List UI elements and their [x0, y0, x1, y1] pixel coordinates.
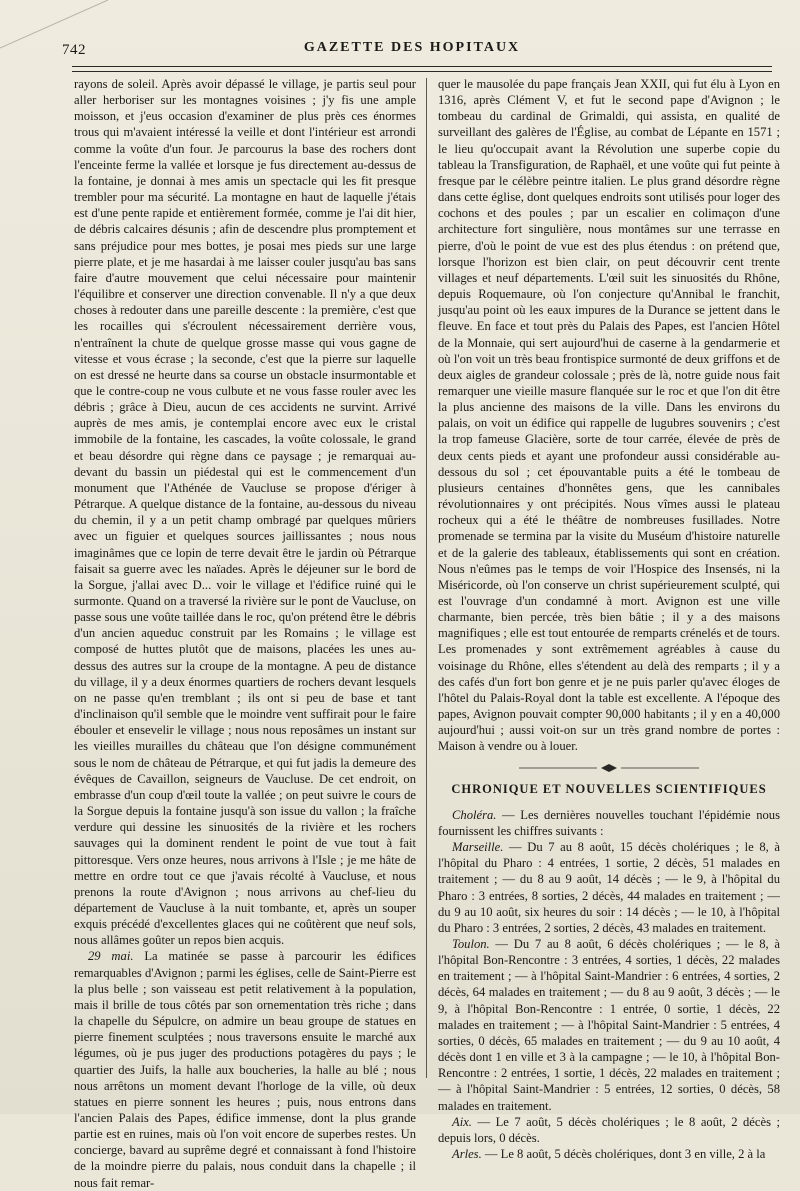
header-rule — [72, 66, 772, 72]
paragraph: quer le mausolée du pape français Jean XXII, qui fut élu à Lyon en 1316, après Clément V, et fut le second pape d'Avignon ; le tombeau du cardinal de Grimaldi, qui assista, en qualité de surveillant des galères de l'Église, au combat de Lépante en 1571 ; le lieu qu'occupait avant la Révolution une superbe copie du tableau la Transfiguration, de Raphaël, et une voûte qui fut peinte à fresque par le célèbre peintre italien. Le plus grand désordre règne dans cette église, dont quelques endroits sont utilisés pour loger des cochons et des poules ; par un escalier en colimaçon d'une architecture fort singulière, nous montâmes sur une terrasse en pierre, d'où le point de vue est des plus étendus : on prétend que, lorsque l'horizon est bien clair, on peut découvrir cent trente villages et neuf départements. L'œil suit les sinuosités du Rhône, depuis Roquemaure, où l'on conjecture qu'Annibal le franchit, jusqu'au point où les eaux impures de la Durance se jettent dans le fleuve. En face et tout près du Palais des Papes, est l'ancien Hôtel de la Monnaie, qui sert aujourd'hui de caserne à la gendarmerie et où l'on voit un très beau frontispice surmonté de deux griffons et de deux aigles de grandeur colossale ; près de là, notre guide nous fait remarquer une vieille masure flanquée sur le roc et que l'on dit être la plus ancienne des maisons de la ville. Dans les environs du palais, on voit un édifice qui rappelle de lugubres souvenirs ; c'est la trop fameuse Glacière, sorte de tour carrée, élevée de près de deux cents pieds et ayant une profondeur aussi considérable au-dessous du sol ; cet épouvantable puits a été le tombeau de plusieurs centaines d'honnêtes gens, que les cannibales révolutionnaires y ont précipités. Nous vîmes aussi le plateau rocheux qui a été le théâtre de nombreuses fusillades. Notre promenade se termina par la visite du Muséum d'histoire naturelle et de la galerie des tableaux, établissements qui sont en création. Nous n'eûmes pas le temps de voir l'Hospice des Insensés, ni la Miséricorde, où l'on conserve un christ supérieurement sculpté, qui est l'ouvrage d'un condamné à mort. Avignon est une ville charmante, bien percée, très bien bâtie ; il y a des maisons magnifiques ; elle est tout entourée de remparts crénelés et de tours. Les promenades y sont extrêmement agréables à cause du voisinage du Rhône, elles s'étendent au delà des remparts ; il y a des cafés d'un fort bon genre et je ne puis parler qu'avec éloges de l'hôtel du Palais-Royal dont la table est excellente. A l'époque des papes, Avignon pouvait compter 90,000 habitants ; il y en a 40,000 aujourd'hui ; aussi voit-on sur un très grand nombre de portes : Maison à vendre ou à louer. — [438, 77, 781, 754]
paragraph: rayons de soleil. Après avoir dépassé le village, je partis seul pour aller herboriser sur les montagnes voisines ; j'y fis une ample moisson, et j'eus occasion d'examiner de plus près ces énormes trous qui m'avaient intéressé la veille et dont l'intérieur est arrondi comme la voûte d'un four. Je parcourus la base des rochers dont l'enceinte ferme la vallée et lorsque je fus directement au-dessus de la fontaine, je donnai à mes amis un spectacle qui les fit presque trembler pour ma sécurité. La montagne en haut de laquelle j'étais est d'une pente rapide et entièrement formée, comme je l'ai dit hier, de débris calcaires désunis ; afin de descendre plus promptement et sans préjudice pour mes bottes, je posai mes pieds sur une large pierre plate, et je me hasardai à me laisser couler jusqu'au bas sans faire d'autre mouvement que celui nécessaire pour maintenir l'équilibre et conserver une direction convenable. Il n'y a que deux choses à redouter dans une pareille descente : la première, c'est que les rocailles qui s'écroulent nécessairement derrière vous, n'entraînent la chute de quelque grosse masse qui vous gagne de vitesse et vous écrase ; la seconde, c'est que la pierre sur laquelle on est dressé ne heurte dans sa course un obstacle insurmontable et que le contre-coup ne vous culbute et ne vous fasse rouler avec les débris ; grâce à Dieu, aucun de ces accidents ne survint. Arrivé auprès de mes amis, je contemplai encore avec eux le cristal immobile de la fontaine, les cascades, la voûte colossale, le grand et beau désordre qui règne dans ce paysage ; je remarquai au-devant du bassin un piédestal qui est le commencement d'un monument que l'Athénée de Vaucluse se propose d'ériger à Pétrarque. A quelque distance de la fontaine, au-dessous du niveau du chemin, il y a un petit champ ombragé par quelques mûriers avec un figuier et quelques sources jaillissantes ; nous nous imaginâmes que ce lopin de terre devait être le jardin où Pétrarque faisait sa guerre avec les naïades. Après le déjeuner sur le bord de la Sorgue, j'allai avec D... voir le village et l'édifice ruiné qui le surmonte. Quand on a traversé la rivière sur le pont de Vaucluse, on passe sous une voûte taillée dans le roc, qu'on prétend être le débris d'un ancien aqueduc construit par les Romains ; le village est composé de huttes plutôt que de maisons, placées les unes au-dessus des autres sur la croupe de la montagne. A peu de distance du village, il y a deux énormes quartiers de rochers devant lesquels on ne passe qu'en tremblant ; ils ont si peu de base et tant d'inclinaison qu'il semble que le moindre vent suffirait pour le faire ébouler et ensevelir le village ; nous nous reposâmes un instant sur les vieilles murailles du château que l'on désigne communément sous le nom de château de Pétrarque, et qui fut jadis la demeure des évêques de Cavaillon, seigneurs de Vaucluse. De cet endroit, on embrasse d'un coup d'œil toute la vallée ; on peut suivre le cours de la Sorgue depuis la fontaine jusqu'à son issue du vallon ; la fraîche verdure qui dessine les sinuosités de la rivière et les rochers sauvages qui la dominent rendent le point de vue tout à fait pittoresque. Vers onze heures, nous arrivons à l'Isle ; je me hâte de mettre en ordre tout ce que j'avais récolté à Vaucluse, et nous prenons la route d'Avignon ; nous arrivons au chef-lieu du département de Vaucluse à la nuit tombante, et, après un souper exquis précédé d'excellentes glaces qui ne coûtèrent que neuf sols, nous allâmes goûter un repos bien acquis. — [74, 77, 416, 948]
right-column — [438, 76, 780, 1162]
paragraph-text: — Le 8 août, 5 décès cholériques, dont 3 en ville, 2 à la — [481, 1147, 766, 1161]
paragraph — [438, 839, 780, 936]
page-header — [62, 40, 762, 62]
lead-word: Choléra. — [452, 807, 497, 822]
lead-word: Aix. — [452, 1114, 472, 1129]
paragraph-text: — Du 7 au 8 août, 15 décès cholériques ; le 8, à l'hôpital du Pharo : 4 entrées, 1 sortie, 2 décès, 51 malades en traitement ; — du 8 au 9 août, 14 décès ; — le 9, à l'hôpital du Pharo : 3 entrées, 8 sorties, 2 décès, 44 malades en traitement ; — du 9 au 10 août, six heures du soir : 14 décès ; — le 10, à l'hôpital du Pharo : 3 entrées, 2 sorties, 2 décès, 43 malades en traitement. — [438, 840, 780, 935]
running-title: GAZETTE DES HOPITAUX — [303, 40, 521, 55]
page-number: 742 — [62, 42, 86, 58]
left-column — [74, 76, 416, 1191]
date-lead: 29 mai. — [88, 949, 134, 964]
paragraph — [438, 807, 780, 839]
paragraph-text: — Du 7 au 8 août, 6 décès cholériques ; — le 8, à l'hôpital Bon-Rencontre : 3 entrées, 4 sorties, 1 décès, 22 malades en traitement ; — à l'hôpital Saint-Mandrier : 6 entrées, 4 sorties, 2 décès, 64 malades en traitement ; — du 8 au 9 août, 3 décès ; — le 9, à l'hôpital Bon-Rencontre : 1 entrée, 0 sortie, 1 décès, 22 malades en traitement ; — à l'hôpital Saint-Mandrier : 5 entrées, 4 sorties, 0 décès, 65 malades en traitement ; — du 9 au 10 août, 4 décès dont 1 en ville et 3 à la campagne ; — le 10, à l'hôpital Bon-Rencontre : 2 entrées, 1 sortie, 1 décès, 22 malades en traitement ; — à l'hôpital Saint-Mandrier : 5 entrées, 12 sorties, 0 décès, 58 malades en traitement. — [438, 936, 780, 1113]
lead-word: Marseille. — [452, 840, 504, 855]
paragraph — [438, 936, 780, 1114]
lead-word: Toulon. — [452, 936, 490, 951]
section-ornament — [509, 763, 709, 773]
paragraph-text: La matinée se passe à parcourir les édifices remarquables d'Avignon ; parmi les églises, celle de Saint-Pierre est la plus belle ; son vaisseau est petit relativement à la population, mais il brille de tous côtés par son ornementation très riche ; dans la chapelle du Sépulcre, on admire un beau groupe de statues en pierre finement sculptées ; nous traversons ensuite le marché aux légumes, où je pus juger des productions potagères du pays ; le quartier des Juifs, la halle aux boucheries, la halle au blé ; nous nous arrêtons un moment devant l'horloge de la ville, où deux statues en pierre sonnent les heures ; puis, nous entrons dans l'ancien Palais des Papes, édifice immense, dont la plus grande partie est en ruines, mais où l'on voit encore de superbes restes. Un concierge, bavard au suprême degré et connaissant à fond l'histoire de la moindre pierre du palais, nous conduit dans la chapelle ; il nous fait remar- — [74, 949, 416, 1190]
paragraph — [438, 1146, 780, 1162]
lead-word: Arles. — [452, 1147, 482, 1161]
paragraph — [74, 948, 416, 1190]
section-title: CHRONIQUE ET NOUVELLES SCIENTIFIQUES — [451, 781, 767, 796]
paragraph — [438, 1114, 780, 1146]
paragraph-text: — Les dernières nouvelles touchant l'épidémie nous fournissent les chiffres suivants : — [438, 807, 780, 838]
paragraph-text: — Le 7 août, 5 décès cholériques ; le 8 août, 2 décès ; depuis lors, 0 décès. — [438, 1114, 780, 1145]
column-divider — [426, 78, 427, 1078]
